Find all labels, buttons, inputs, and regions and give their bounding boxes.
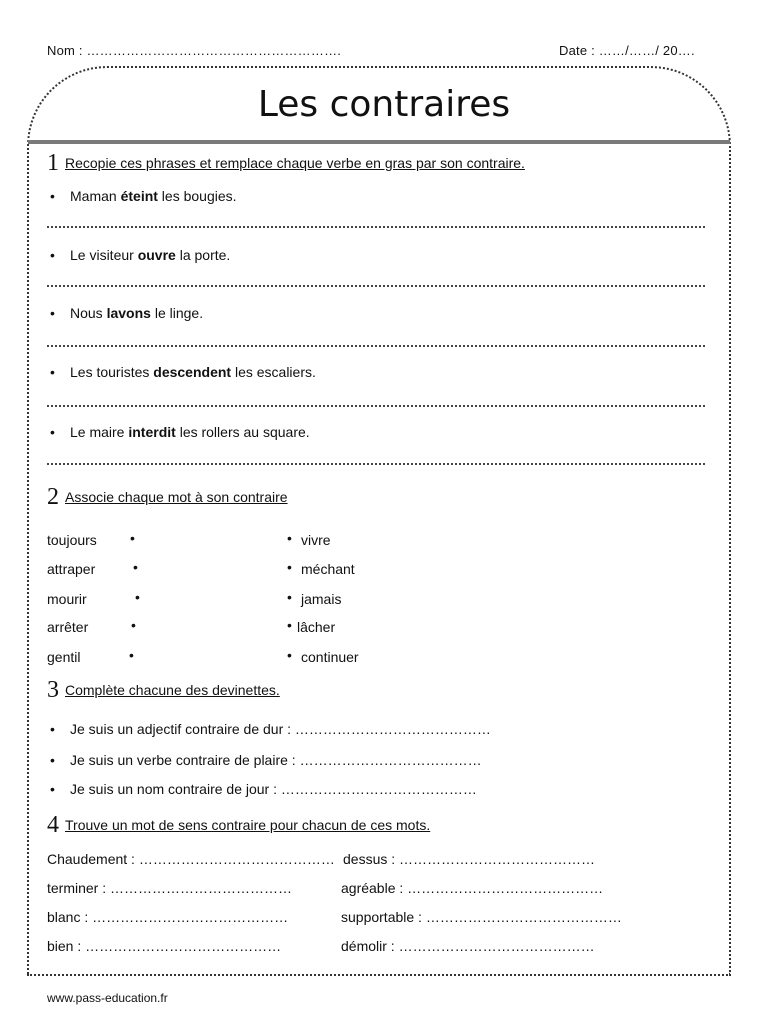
- match-right-word: lâcher: [297, 619, 336, 635]
- exercise-number: 2: [47, 484, 59, 510]
- answer-line: [47, 285, 705, 287]
- opposite-right-item: démolir : ……………………………………: [341, 938, 595, 954]
- riddle-item: [50, 781, 477, 797]
- bullet-icon: •: [50, 752, 55, 768]
- match-left-word: arrêter: [47, 619, 89, 635]
- match-right-word: vivre: [301, 532, 331, 548]
- opposite-right-item: supportable : ……………………………………: [341, 909, 622, 925]
- answer-line: [47, 463, 705, 465]
- sentence-text: Le maire: [70, 424, 129, 440]
- answer-line: [47, 226, 705, 228]
- bold-verb: éteint: [120, 188, 158, 204]
- bullet-icon: •: [50, 188, 55, 204]
- match-dot: •: [287, 530, 292, 546]
- match-dot: •: [131, 617, 136, 633]
- sentence-text: Maman: [70, 188, 121, 204]
- match-dot: •: [287, 617, 292, 633]
- sentence-4: [50, 364, 316, 380]
- match-left-word: gentil: [47, 649, 81, 665]
- match-left-word: attraper: [47, 561, 96, 577]
- page-title: Les contraires: [257, 84, 511, 125]
- sentence-text: Le visiteur: [70, 247, 138, 263]
- exercise-instruction: Complète chacune des devinettes.: [65, 682, 280, 698]
- opposite-right-item: agréable : ……………………………………: [341, 880, 604, 896]
- bullet-icon: •: [50, 424, 55, 440]
- sentence-3: [50, 305, 203, 321]
- opposite-left-item: Chaudement : ……………………………………: [47, 851, 335, 867]
- answer-line: [47, 405, 705, 407]
- exercise-2-heading: [47, 484, 288, 511]
- match-dot: •: [135, 589, 140, 605]
- exercise-number: 4: [47, 812, 59, 838]
- bold-verb: descendent: [153, 364, 232, 380]
- match-dot: •: [287, 647, 292, 663]
- bullet-icon: •: [50, 781, 55, 797]
- exercise-number: 3: [47, 677, 59, 703]
- sentence-text: les rollers au square.: [175, 424, 310, 440]
- exercise-number: 1: [47, 150, 59, 176]
- answer-line: [47, 345, 705, 347]
- sentence-text: Nous: [70, 305, 107, 321]
- sentence-text: le linge.: [150, 305, 204, 321]
- riddle-text: Je suis un adjectif contraire de dur : ……………………………………: [70, 721, 491, 737]
- opposite-right-item: dessus : ……………………………………: [343, 851, 596, 867]
- date-field: Date : ……/……/ 20….: [559, 43, 695, 58]
- bullet-icon: •: [50, 364, 55, 380]
- match-dot: •: [130, 530, 135, 546]
- exercise-3-heading: [47, 677, 280, 704]
- footer-url: www.pass-education.fr: [47, 991, 168, 1005]
- exercise-4-heading: [47, 812, 430, 839]
- match-right-word: continuer: [301, 649, 359, 665]
- riddle-text: Je suis un nom contraire de jour : ……………………………………: [70, 781, 477, 797]
- opposite-left-item: terminer : …………………………………: [47, 880, 293, 896]
- match-right-word: méchant: [301, 561, 355, 577]
- match-dot: •: [133, 559, 138, 575]
- sentence-text: les escaliers.: [231, 364, 316, 380]
- name-field: Nom : ………………………………………………….: [47, 43, 342, 58]
- match-dot: •: [129, 647, 134, 663]
- riddle-item: [50, 721, 491, 737]
- exercise-instruction: Recopie ces phrases et remplace chaque verbe en gras par son contraire.: [65, 155, 525, 171]
- exercise-instruction: Associe chaque mot à son contraire: [65, 489, 288, 505]
- bullet-icon: •: [50, 305, 55, 321]
- exercise-1-heading: [47, 150, 525, 177]
- match-left-word: mourir: [47, 591, 87, 607]
- match-dot: •: [287, 589, 292, 605]
- bold-verb: interdit: [128, 424, 176, 440]
- riddle-item: [50, 752, 482, 768]
- bold-verb: lavons: [106, 305, 151, 321]
- bullet-icon: •: [50, 721, 55, 737]
- opposite-left-item: blanc : ……………………………………: [47, 909, 289, 925]
- match-dot: •: [287, 559, 292, 575]
- match-right-word: jamais: [301, 591, 342, 607]
- riddle-text: Je suis un verbe contraire de plaire : …………………………………: [70, 752, 482, 768]
- sentence-5: [50, 424, 310, 440]
- exercise-instruction: Trouve un mot de sens contraire pour chacun de ces mots.: [65, 817, 431, 833]
- sentence-text: la porte.: [175, 247, 231, 263]
- sentence-text: les bougies.: [157, 188, 237, 204]
- bullet-icon: •: [50, 247, 55, 263]
- bold-verb: ouvre: [137, 247, 176, 263]
- sentence-1: [50, 188, 237, 204]
- sentence-2: [50, 247, 230, 263]
- title-divider: [28, 140, 730, 144]
- sentence-text: Les touristes: [70, 364, 154, 380]
- opposite-left-item: bien : ……………………………………: [47, 938, 282, 954]
- match-left-word: toujours: [47, 532, 97, 548]
